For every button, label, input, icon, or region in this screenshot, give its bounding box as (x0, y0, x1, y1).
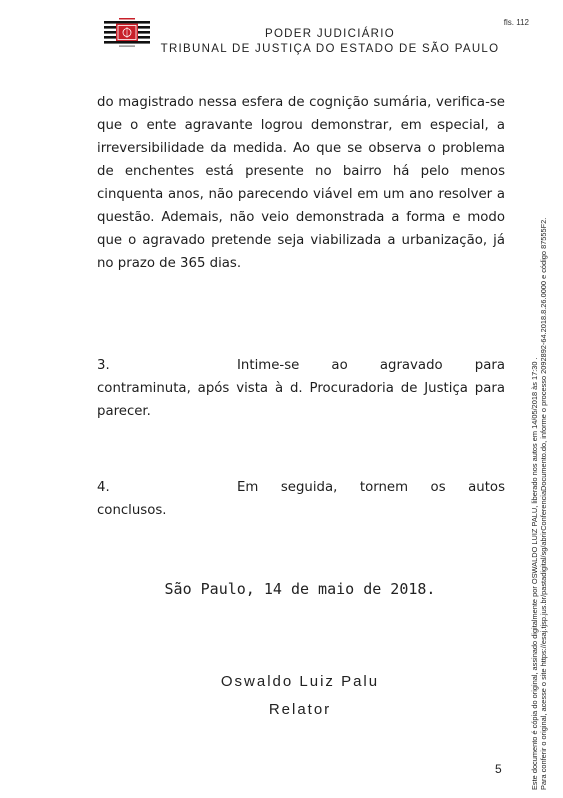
signature-block (0, 668, 563, 724)
authentication-line-1: Este documento é cópia do original, assinado digitalmente por OSWALDO LUIZ PALU, liberado nos autos em 14/05/2018 às 17:30 . (530, 357, 539, 790)
paragraph-4-number: 4. (97, 480, 110, 495)
signer-name: Oswaldo Luiz Palu (220, 673, 380, 690)
tjsp-seal-icon (104, 18, 150, 48)
page-number: 5 (495, 762, 502, 776)
signer-role: Relator (268, 701, 332, 718)
authentication-note (530, 110, 548, 790)
paragraph-4 (97, 476, 505, 522)
paragraph-3-number: 3. (97, 358, 110, 373)
date-line: São Paulo, 14 de maio de 2018. (164, 580, 436, 598)
paragraph-1: do magistrado nessa esfera de cognição sumária, verifica-se que o ente agravante logrou demonstrar, em especial, a irreversibilidade da medida. Ao que se observa o problema de enchentes está presente no bairro há pelo menos cinquenta anos, não parecendo viável em um ano resolver a questão. Ademais, não veio demonstrada a forma e modo que o agravado pretende seja viabilizada a urbanização, já no prazo de 365 dias. (97, 95, 505, 271)
court-header (150, 27, 510, 57)
paragraph-4-text: Em seguida, tornem os autos conclusos. (97, 480, 505, 518)
court-line-2: TRIBUNAL DE JUSTIÇA DO ESTADO DE SÃO PAULO (160, 43, 500, 55)
paragraph-3-text: Intime-se ao agravado para contraminuta, após vista à d. Procuradoria de Justiça para parecer. (97, 358, 505, 419)
page-reference: fls. 112 (503, 18, 529, 27)
paragraph-3 (97, 354, 505, 423)
authentication-line-2: Para conferir o original, acesse o site https://esaj.tjsp.jus.br/pastadigital/sg/abrirConferenciaDocumento.do, informe o processo 2092892-64.2018.8.26.0000 e código 87555F2. (539, 217, 548, 790)
court-line-1: PODER JUDICIÁRIO (264, 28, 396, 40)
